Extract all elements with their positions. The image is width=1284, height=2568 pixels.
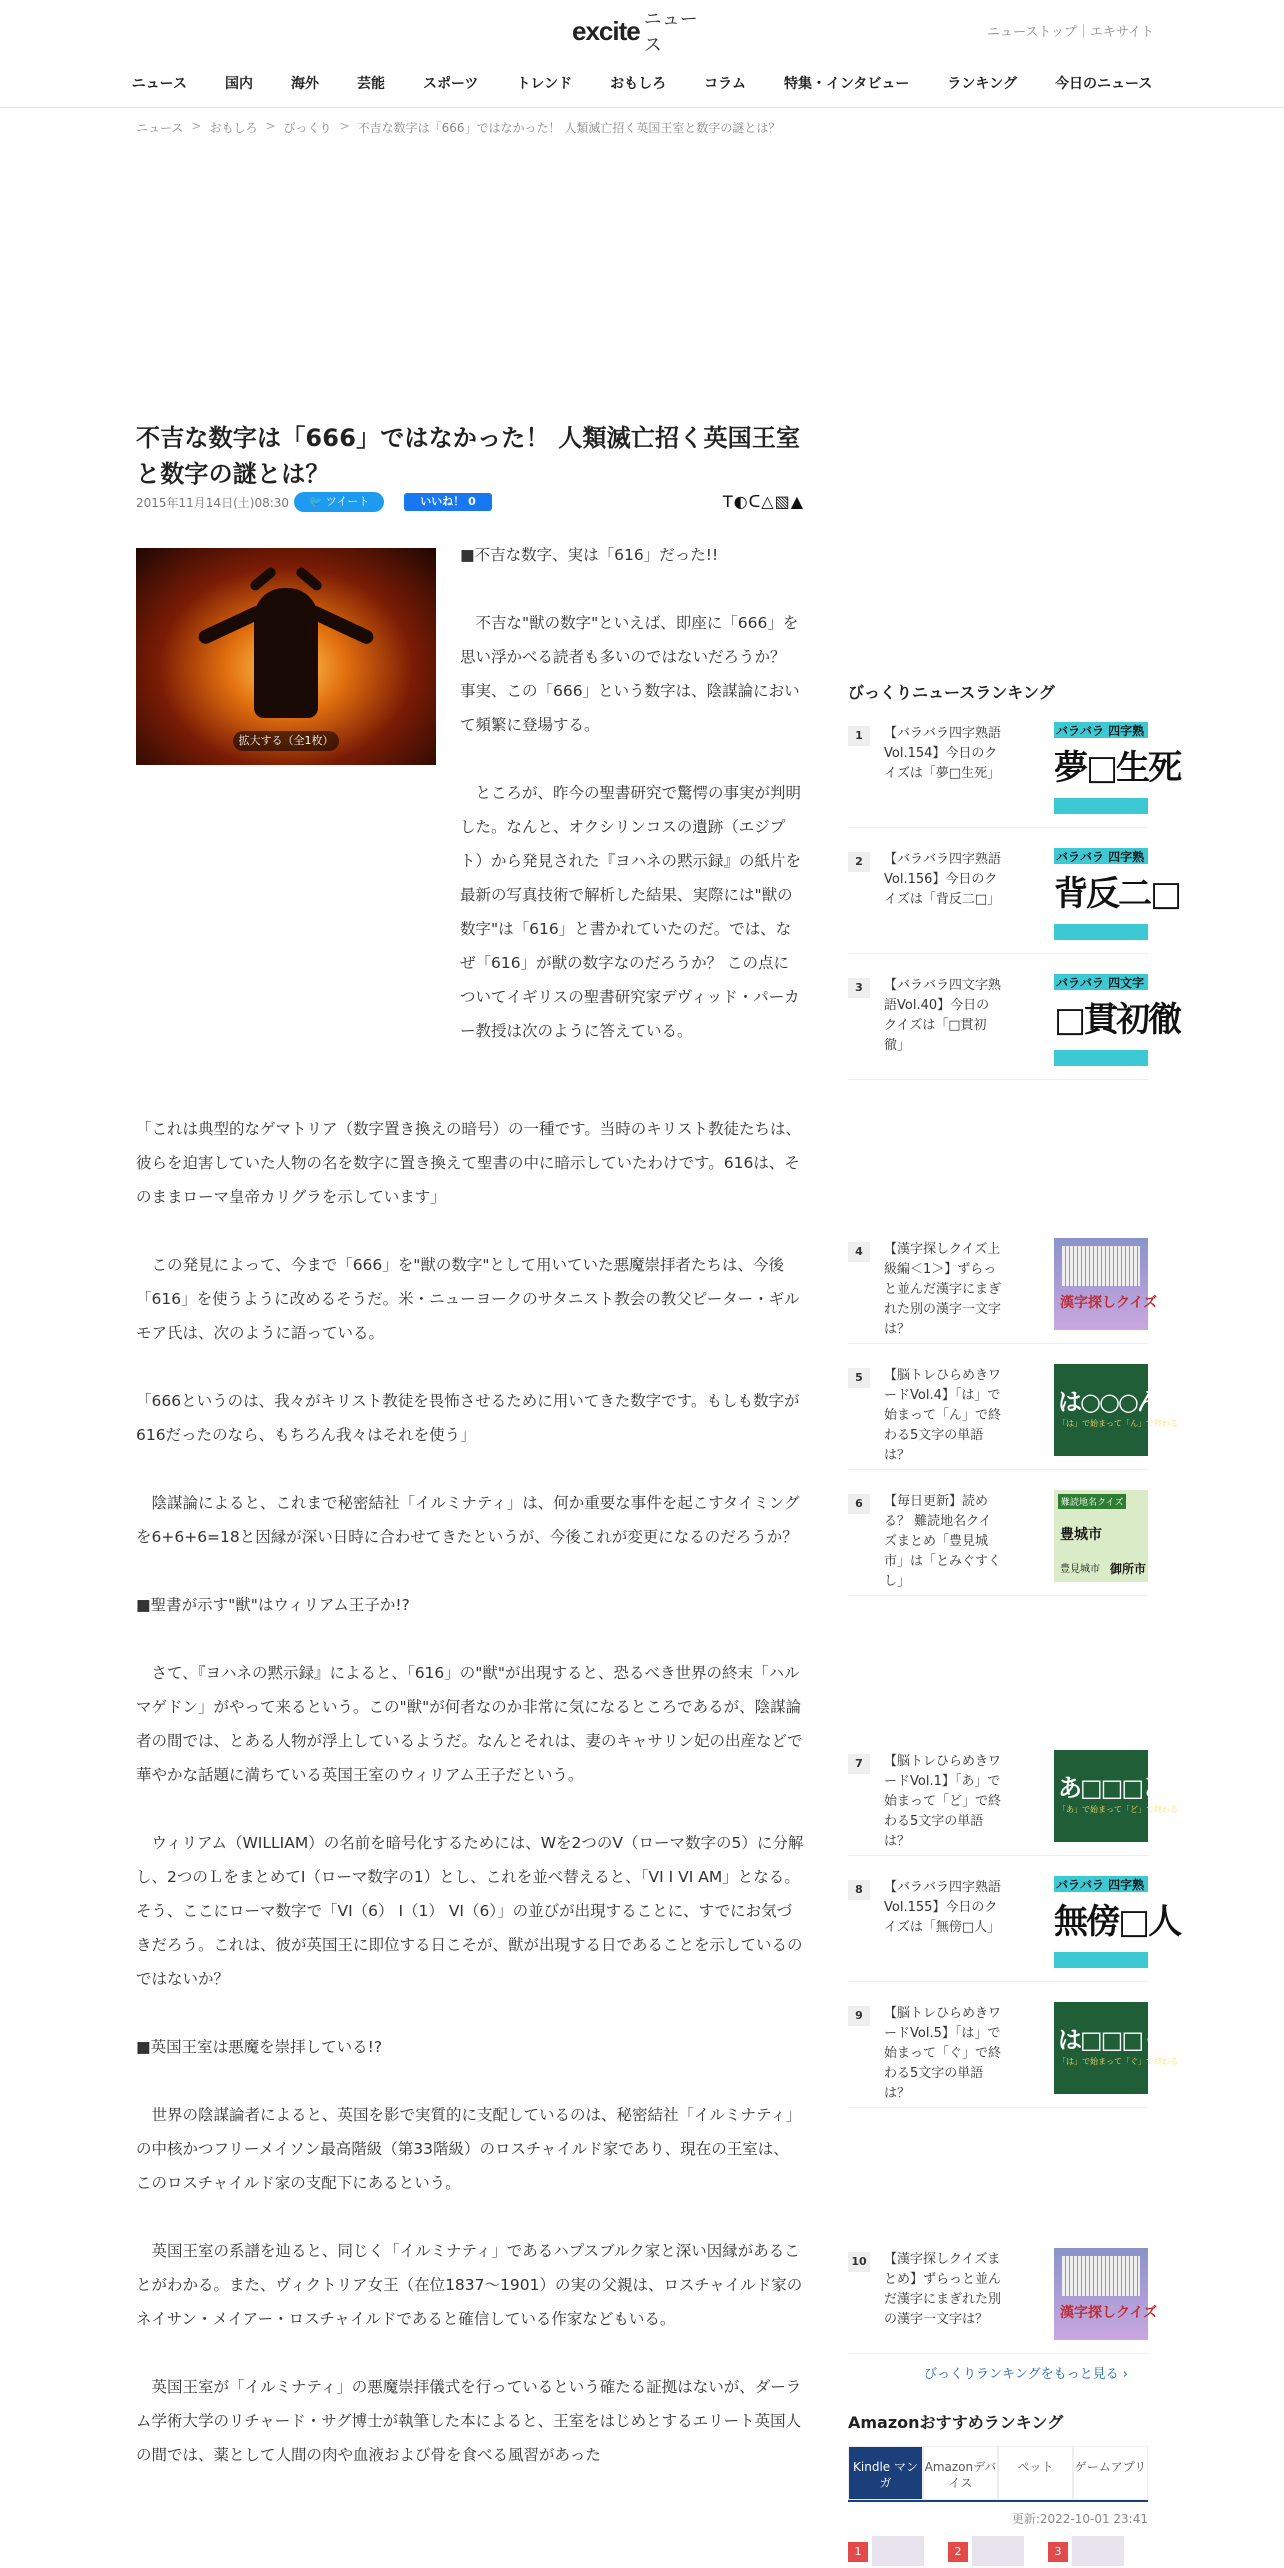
lead-heading: ■不吉な数字、実は「616」だった!! xyxy=(460,546,719,564)
nav-today[interactable]: 今日のニュース xyxy=(1055,76,1153,92)
nav-entertainment[interactable]: 芸能 xyxy=(356,76,385,92)
body-paragraph: 英国王室の系譜を辿ると、同じく「イルミナティ」であるハプスブルク家と深い因縁があることがわかる。また、ヴィクトリア女王（在位1837～1901）の実の父親は、ロスチャイルド家のネイサン・メイアー・ロスチャイルドであると確信している作家などもいる。 xyxy=(136,2242,803,2328)
rank-number: 2 xyxy=(848,852,870,872)
article xyxy=(136,420,804,2464)
thumb-sub: 「あ」で始まって「ど」で終わる xyxy=(1058,1805,1178,1814)
nav-feature[interactable]: 特集・インタビュー xyxy=(783,76,910,92)
thumb-c: 御所市 xyxy=(1110,1562,1147,1576)
nav-world[interactable]: 海外 xyxy=(290,76,319,92)
article-photo[interactable] xyxy=(136,548,436,765)
breadcrumb-sep: > xyxy=(265,119,276,133)
ranking-item[interactable] xyxy=(848,1356,1178,1470)
nav-domestic[interactable]: 国内 xyxy=(224,76,253,92)
body-paragraph: 英国王室が「イルミナティ」の悪魔崇拝儀式を行っているという確たる証拠はないが、ダーラム学術大学のリチャード・サグ博士が執筆した本によると、王室をはじめとするエリート英国人の間では、薬として人間の肉や血液および骨を食べる風習があった xyxy=(136,2378,802,2464)
amazon-item-image xyxy=(872,2536,924,2566)
kanji-thumbnail xyxy=(1054,1238,1158,1330)
nav-news[interactable]: ニュース xyxy=(131,76,187,92)
body-paragraph: 陰謀論によると、これまで秘密結社「イルミナティ」は、何か重要な事件を起こすタイミングを6+6+6=18と因縁が深い日時に合わせてきたというが、今後これが変更になるのだろうか？ xyxy=(136,1494,800,1546)
tab-pet[interactable]: ペット xyxy=(998,2446,1073,2500)
ranking-item[interactable] xyxy=(848,1482,1148,1596)
amazon-item[interactable] xyxy=(1048,2536,1128,2566)
lead-paragraph-2: ところが、昨今の聖書研究で驚愕の事実が判明した。なんと、オクシリンコスの遺跡（エジプト）から発見された『ヨハネの黙示録』の紙片を最新の写真技術で解析した結果、実際には"獣の数字"は「616」と書かれていたのだ。では、なぜ「616」が獣の数字なのだろうか？ この点についてイギリスの聖書研究家デヴィッド・パーカー教授は次のように答えている。 xyxy=(460,784,802,1040)
sidebar xyxy=(848,680,1181,2558)
nav-trend[interactable]: トレンド xyxy=(516,76,573,92)
ranking-item[interactable] xyxy=(848,1868,1181,1982)
lead-block xyxy=(460,538,804,1048)
amazon-rank-number: 1 xyxy=(848,2542,868,2562)
quiz-thumbnail xyxy=(1054,1876,1181,1968)
body-paragraph: 「666というのは、我々がキリスト教徒を畏怖させるために用いてきた数字です。もしも数字が616だったのなら、もちろん我々はそれを使う」 xyxy=(136,1392,800,1444)
nav-sports[interactable]: スポーツ xyxy=(422,76,479,92)
thumb-label: バラバラ 四字熟 xyxy=(1056,1878,1145,1892)
body-paragraph: 「これは典型的なゲマトリア（数字置き換えの暗号）の一種です。当時のキリスト教徒たちは、彼らを迫害していた人物の名を数字に置き換えて聖書の中に暗示していたわけです。616は、そのままローマ皇帝カリグラを示しています」 xyxy=(136,1120,801,1206)
blackboard-thumbnail xyxy=(1054,1750,1178,1842)
rank-text: 【バラバラ四字熟語Vol.155】今日のクイズは「無傍□人」 xyxy=(884,1880,1002,1935)
rank-number: 1 xyxy=(848,726,870,746)
ranking-title: びっくりニュースランキング xyxy=(848,683,1055,702)
share-icons[interactable]: T◐ᑕ△▧▲ xyxy=(722,492,804,511)
amazon-rank-number: 2 xyxy=(948,2542,968,2562)
amazon-updated: 更新:2022-10-01 23:41 xyxy=(1011,2512,1148,2526)
rank-number: 7 xyxy=(848,1754,870,1774)
map-thumbnail xyxy=(1054,1490,1148,1582)
thumb-big: あ□□□ど xyxy=(1058,1774,1165,1802)
rank-text: 【漢字探しクイズ上級編＜1＞】ずらっと並んだ漢字にまぎれた別の漢字一文字は？ xyxy=(884,1242,1002,1337)
body-paragraph: ウィリアム（WILLIAM）の名前を暗号化するためには、Wを2つのV（ローマ数字の5）に分解し、2つのＬをまとめてI（ローマ数字の1）とし、これを並べ替えると、「VI I VI AM」となる。そう、ここにローマ数字で「VI（6） I（1） VI（6）」の並びが出現することに、すでにお気づきだろう。これは、彼が英国王に即位する日こそが、獣が出現する日であることを示しているのではないか？ xyxy=(136,1834,804,1988)
top-links[interactable]: ニューストップ｜エキサイト xyxy=(986,25,1154,40)
logo-mark: excite xyxy=(572,15,640,46)
breadcrumb-surprise[interactable]: びっくり xyxy=(283,121,332,135)
thumb-big: 無傍□人 xyxy=(1054,1902,1181,1942)
photo-shape xyxy=(294,566,323,593)
rank-text: 【バラバラ四文字熟語Vol.40】今日のクイズは「□貫初徹」 xyxy=(884,978,1002,1053)
amazon-ranking xyxy=(848,2410,1148,2558)
main-nav xyxy=(0,72,1284,96)
breadcrumb-sep: > xyxy=(191,119,202,133)
thumb-label: バラバラ 四文字 xyxy=(1056,976,1145,990)
quiz-thumbnail xyxy=(1054,974,1181,1066)
rank-text: 【漢字探しクイズまとめ】ずらっと並んだ漢字にまぎれた別の漢字一文字は？ xyxy=(884,2252,1002,2327)
ranking-item[interactable] xyxy=(848,840,1181,954)
amazon-item-image xyxy=(1072,2536,1124,2566)
ranking-item[interactable] xyxy=(848,1742,1178,1856)
amazon-item[interactable] xyxy=(948,2536,1028,2566)
photo-figure xyxy=(254,588,318,718)
rank-number: 5 xyxy=(848,1368,870,1388)
rank-text: 【脳トレひらめきワードVol.4】「は」で始まって「ん」で終わる5文字の単語は？ xyxy=(884,1368,1002,1463)
thumb-big: は□□□ぐ xyxy=(1058,2026,1165,2054)
amazon-rank-number: 3 xyxy=(1048,2542,1068,2562)
body-paragraph: さて、『ヨハネの黙示録』によると、「616」の"獣"が出現すると、恐るべき世界の終末「ハルマゲドン」がやって来るという。この"獣"が何者なのか非常に気になるところであるが、陰謀論者の間では、とある人物が浮上しているようだ。なんとそれは、妻のキャサリン妃の出産などで華やかな話題に満ちている英国王室のウィリアム王子だという。 xyxy=(136,1664,803,1784)
thumb-a: 豊城市 xyxy=(1060,1527,1102,1543)
amazon-item-image xyxy=(972,2536,1024,2566)
thumb-b: 豊見城市 xyxy=(1060,1564,1100,1575)
logo-suffix: ニュース xyxy=(643,9,698,56)
thumb-label: 難読地名クイズ xyxy=(1058,1494,1126,1509)
rank-number: 4 xyxy=(848,1242,870,1262)
thumb-text: 漢字探しクイズ xyxy=(1060,1295,1158,1311)
quiz-thumbnail xyxy=(1054,722,1181,814)
thumb-label: バラバラ 四字熟 xyxy=(1056,724,1145,738)
thumb-big: は○○○ん xyxy=(1058,1388,1159,1416)
photo-shape xyxy=(248,566,277,593)
blackboard-thumbnail xyxy=(1054,2002,1178,2094)
nav-column[interactable]: コラム xyxy=(704,76,746,92)
breadcrumb-current: 不吉な数字は「666」ではなかった！ 人類滅亡招く英国王室と数字の謎とは？ xyxy=(357,121,781,135)
ranking-item[interactable] xyxy=(848,1994,1178,2108)
rank-number: 10 xyxy=(848,2252,870,2272)
thumb-big: 夢□生死 xyxy=(1054,748,1181,788)
tweet-button[interactable] xyxy=(294,492,384,512)
thumb-label: バラバラ 四字熟 xyxy=(1056,850,1145,864)
tab-amazon-device[interactable]: Amazonデバイス xyxy=(923,2446,998,2500)
body-paragraph: この発見によって、今まで「666」を"獣の数字"として用いていた悪魔崇拝者たちは、今後「616」を使うように改めるそうだ。米・ニューヨークのサタニスト教会の教父ピーター・ギルモア氏は、次のように語っている。 xyxy=(136,1256,800,1342)
rank-text: 【脳トレひらめきワードVol.1】「あ」で始まって「ど」で終わる5文字の単語は？ xyxy=(884,1754,1002,1849)
article-body xyxy=(136,1112,804,2506)
tab-game-app[interactable]: ゲームアプリ xyxy=(1073,2446,1148,2500)
site-header xyxy=(0,0,1284,108)
article-meta xyxy=(136,492,804,512)
lead-paragraph-1: 不吉な"獣の数字"といえば、即座に「666」を思い浮かべる読者も多いのではないだろうか？ 事実、この「666」という数字は、陰謀論において頻繁に登場する。 xyxy=(460,614,800,734)
facebook-like-button[interactable]: いいね！ 0 xyxy=(404,493,492,511)
breadcrumb xyxy=(136,119,780,136)
ranking-item[interactable] xyxy=(848,966,1181,1080)
tab-kindle-manga[interactable]: Kindle マンガ xyxy=(848,2446,923,2500)
more-ranking-label: びっくりランキングをもっと見る xyxy=(924,2367,1119,2382)
twitter-bird-icon: 🐦 xyxy=(308,495,323,508)
photo-caption[interactable]: 拡大する（全1枚） xyxy=(233,731,339,751)
amazon-title: Amazonおすすめランキング xyxy=(848,2413,1064,2432)
quiz-thumbnail xyxy=(1054,848,1181,940)
thumb-text: 漢字探しクイズ xyxy=(1060,2305,1158,2321)
more-ranking-link[interactable] xyxy=(924,2363,1128,2382)
breadcrumb-sep: > xyxy=(339,119,350,133)
body-heading: ■聖書が示す"獣"はウィリアム王子か!? xyxy=(136,1596,410,1614)
rank-text: 【脳トレひらめきワードVol.5】「は」で始まって「ぐ」で終わる5文字の単語は？ xyxy=(884,2006,1002,2101)
kanji-thumbnail xyxy=(1054,2248,1158,2340)
ranking-item[interactable] xyxy=(848,714,1181,828)
article-title: 不吉な数字は「666」ではなかった！ 人類滅亡招く英国王室と数字の謎とは？ xyxy=(136,424,801,488)
nav-ranking[interactable]: ランキング xyxy=(947,76,1018,92)
thumb-grid xyxy=(1062,1246,1140,1286)
chevron-right-icon: › xyxy=(1122,2367,1128,2382)
ranking-item[interactable] xyxy=(848,1230,1158,1344)
thumb-big: □貫初徹 xyxy=(1054,1000,1181,1040)
rank-text: 【バラバラ四字熟語Vol.156】今日のクイズは「背反二□」 xyxy=(884,852,1002,907)
ranking-item[interactable] xyxy=(848,2240,1158,2354)
rank-number: 8 xyxy=(848,1880,870,1900)
rank-number: 6 xyxy=(848,1494,870,1514)
rank-text: 【毎日更新】読める？ 難読地名クイズまとめ「豊見城市」は「とみぐすくし」 xyxy=(884,1494,1002,1589)
rank-number: 3 xyxy=(848,978,870,998)
blackboard-thumbnail xyxy=(1054,1364,1178,1456)
body-heading: ■英国王室は悪魔を崇拝している!? xyxy=(136,2038,383,2056)
tweet-label: ツイート xyxy=(325,495,370,508)
body-paragraph: 世界の陰謀論者によると、英国を影で実質的に支配しているのは、秘密結社「イルミナティ」の中核かつフリーメイソン最高階級（第33階級）のロスチャイルド家であり、現在の王室は、このロスチャイルド家の支配下にあるという。 xyxy=(136,2106,802,2192)
rank-number: 9 xyxy=(848,2006,870,2026)
thumb-big: 背反二□ xyxy=(1054,874,1181,914)
excite-logo[interactable] xyxy=(572,9,712,56)
thumb-grid xyxy=(1062,2256,1140,2296)
thumb-sub: 「は」で始まって「ん」で終わる xyxy=(1058,1419,1178,1428)
rank-text: 【バラバラ四字熟語Vol.154】今日のクイズは「夢□生死」 xyxy=(884,726,1002,781)
breadcrumb-news[interactable]: ニュース xyxy=(136,121,184,135)
breadcrumb-funny[interactable]: おもしろ xyxy=(209,121,258,135)
nav-funny[interactable]: おもしろ xyxy=(610,76,667,92)
article-date: 2015年11月14日(土)08:30 xyxy=(136,496,290,510)
amazon-tabs xyxy=(848,2446,1148,2502)
amazon-item[interactable] xyxy=(848,2536,928,2566)
thumb-sub: 「は」で始まって「ぐ」で終わる xyxy=(1058,2057,1178,2066)
